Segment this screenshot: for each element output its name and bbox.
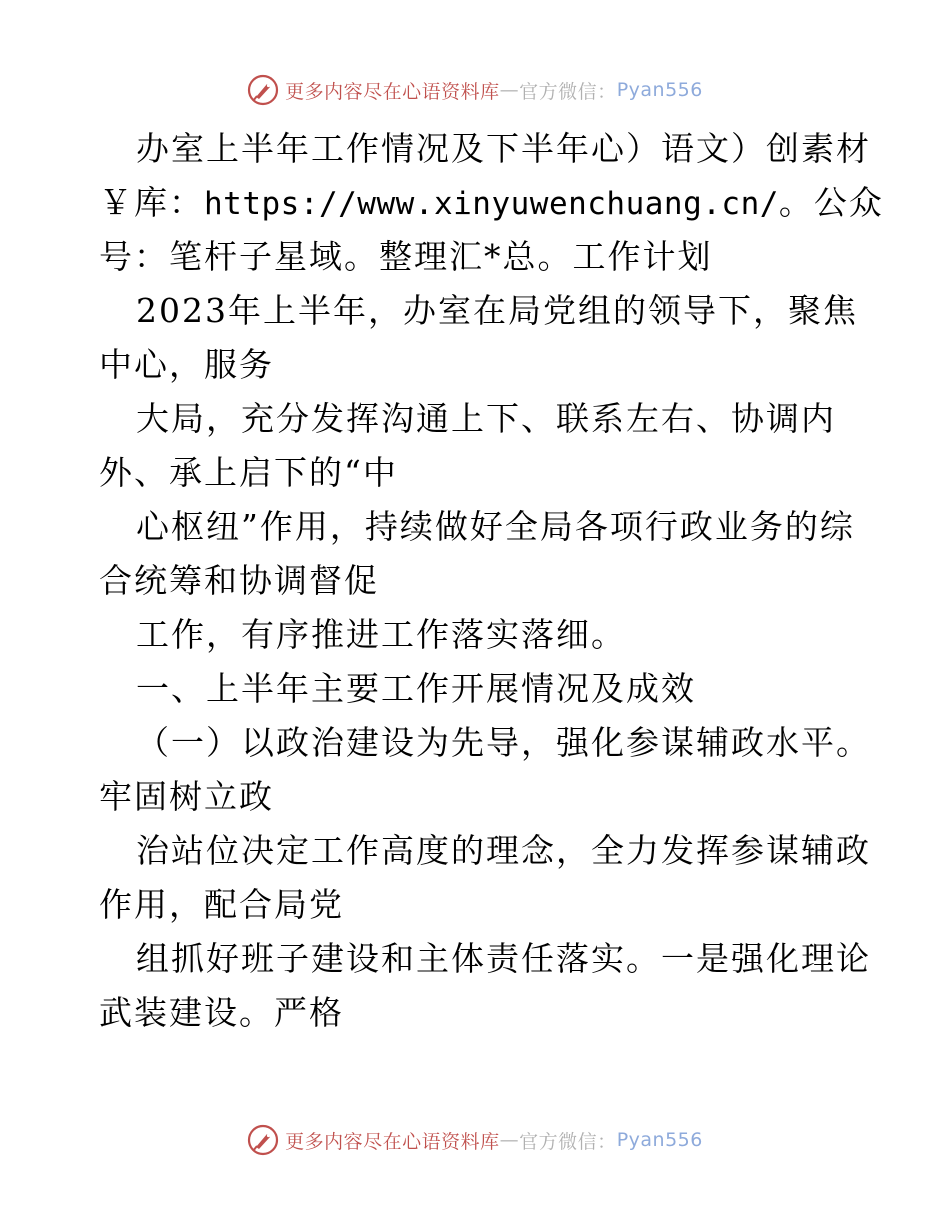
banner-main-text: 更多内容尽在心语资料库 xyxy=(285,80,500,103)
footer-watermark-banner xyxy=(0,1120,950,1160)
text-line: 合统筹和协调督促 xyxy=(99,561,379,600)
section-heading: 一、上半年主要工作开展情况及成效 xyxy=(136,669,696,708)
text-line: 牢固树立政 xyxy=(99,777,274,816)
text-line-prefix: ￥库： xyxy=(99,183,204,222)
text-line: 作用，配合局党 xyxy=(99,885,344,924)
text-line: 中心，服务 xyxy=(99,345,274,384)
document-body xyxy=(99,122,884,1040)
text-line-suffix: 。公众 xyxy=(778,183,884,222)
text-line: 2023年上半年，办室在局党组的领导下，聚焦 xyxy=(136,291,858,330)
banner-official-label: 官方微信： xyxy=(519,80,617,103)
text-line xyxy=(99,176,884,230)
text-line: 办室上半年工作情况及下半年心）语文）创素材 xyxy=(136,129,871,168)
text-line: 心枢纽”作用，持续做好全局各项行政业务的综 xyxy=(136,507,855,546)
text-line: 大局，充分发挥沟通上下、联系左右、协调内 xyxy=(136,399,836,438)
banner-account: Pyan556 xyxy=(616,1129,703,1151)
banner-official-label: 官方微信： xyxy=(519,1130,617,1153)
subsection-heading: （一）以政治建设为先导，强化参谋辅政水平。 xyxy=(136,723,871,762)
banner-account: Pyan556 xyxy=(616,79,703,101)
banner-dash: — xyxy=(499,1129,520,1151)
text-line: 号：笔杆子星域。整理汇*总。工作计划 xyxy=(99,237,713,276)
website-url: https://www.xinyuwenchuang.cn/ xyxy=(204,186,779,222)
text-line: 外、承上启下的“中 xyxy=(99,453,398,492)
header-watermark-banner xyxy=(0,70,950,110)
text-line: 治站位决定工作高度的理念，全力发挥参谋辅政 xyxy=(136,831,871,870)
banner-main-text: 更多内容尽在心语资料库 xyxy=(285,1130,500,1153)
text-line: 工作，有序推进工作落实落细。 xyxy=(136,615,626,654)
banner-dash: — xyxy=(499,79,520,101)
text-line: 组抓好班子建设和主体责任落实。一是强化理论 xyxy=(136,939,871,978)
text-line: 武装建设。严格 xyxy=(99,993,344,1032)
pen-nib-logo-icon xyxy=(247,1124,279,1156)
pen-nib-logo-icon xyxy=(247,74,279,106)
